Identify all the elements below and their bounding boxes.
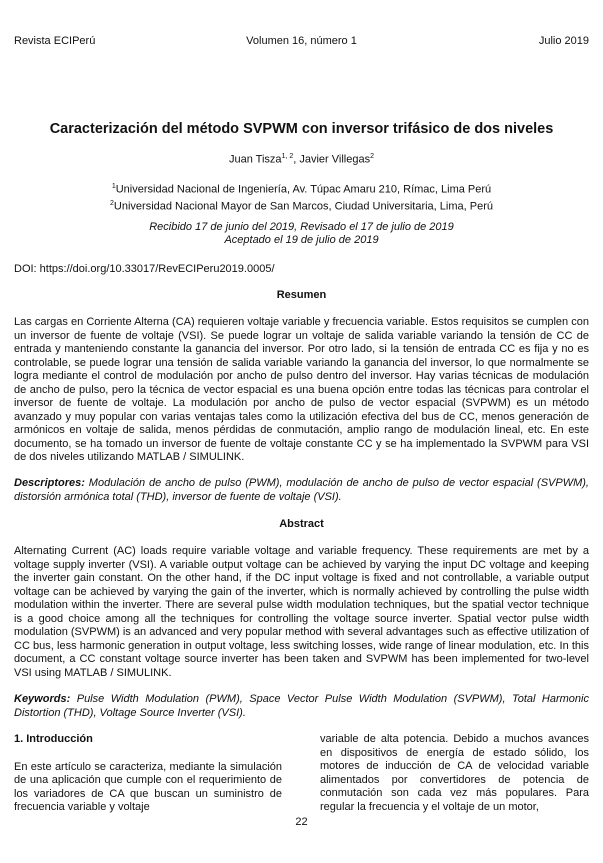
introduction-text-right: variable de alta potencia. Debido a muchos avances en dispositivos de energía de estado sólido, los motores de inducción de CA de velocidad variable alimentados por convertidores de potencia de conmutación son cada vez más populares. Para regular la frecuencia y el voltaje de un motor, [320,733,589,813]
keywords [14,693,589,720]
introduction-heading: 1. Introducción [14,733,93,745]
left-column [14,733,282,815]
paper-title: Caracterización del método SVPWM con inversor trifásico de dos niveles [49,121,554,137]
affiliation-line [0,197,603,214]
submission-dates [0,221,603,247]
volume-info: Volumen 16, número 1 [246,35,357,47]
affiliation-line [0,180,603,197]
keywords-text: Pulse Width Modulation (PWM), Space Vector Pulse Width Modulation (SVPWM), Total Harmonic Distortion (THD), Voltage Source Inverter (VSI). [14,693,589,719]
descriptores-text: Modulación de ancho de pulso (PWM), modulación de ancho de pulso de vector espacial (SVPWM), distorsión armónica total (THD), inversor de fuente de voltaje (VSI). [14,477,589,503]
descriptores [14,477,589,504]
descriptores-label: Descriptores: [14,477,85,489]
resumen-heading: Resumen [276,289,327,301]
author-separator: , [293,153,300,166]
abstract-body: Alternating Current (AC) loads require variable voltage and variable frequency. These requirements are met by a voltage supply inverter (VSI). A variable output voltage can be achieved by varying the input DC voltage and keeping the inverter gain constant. On the other hand, if the DC input voltage is fixed and not controllable, a variable output voltage can be achieved by varying the gain of the inverter, which is normally achieved by controlling the pulse width modulation within the inverter. There are several pulse width modulation techniques, but the spatial vector technique is a good choice among all the techniques for controlling the voltage source inverter. Spatial vector pulse width modulation (SVPWM) is an advanced and very popular method with several advantages such as effective utilization of CC bus, less harmonic generation in output voltage, less switching losses, wide range of linear modulation, etc. In this document, a CC constant voltage source inverter has been taken and SVPWM has been implemented for two-level VSI using MATLAB / SIMULINK. [14,545,589,679]
resumen-body: Las cargas en Corriente Alterna (CA) requieren voltaje variable y frecuencia variable. Estos requisitos se cumplen con un inversor de fuente de voltaje (VSI). Se puede lograr un voltaje de salida variable variando la tensión de CC de entrada y manteniendo constante la ganancia del inversor. Por otro lado, si la tensión de entrada CC es fija y no es controlable, se puede lograr una tensión de salida variable variando la ganancia del inversor, lo que normalmente se logra mediante el control de modulación por ancho de pulso dentro del inversor. Hay varias técnicas de modulación de ancho de pulso, pero la técnica de vector espacial es una buena opción entre todas las técnicas para controlar el inversor de fuente de voltaje. La modulación por ancho de pulso de vector espacial (SVPWM) es un método avanzado y muy popular con varias ventajas tales como la utilización efectiva del bus de CC, menos generación de armónicos en voltaje de salida, menos pérdidas de conmutación, amplio rango de modulación lineal, etc. En este documento, se ha tomado un inversor de fuente de voltaje constante CC y se ha implementado la SVPWM para VSI de dos niveles utilizando MATLAB / SIMULINK. [14,316,589,463]
affiliation-text: Universidad Nacional de Ingeniería, Av. Túpac Amaru 210, Rímac, Lima Perú [115,183,492,196]
affiliation-superscript: 1 [111,183,116,190]
author-list [0,153,603,166]
page-number: 22 [295,816,308,828]
doi-link[interactable]: DOI: https://doi.org/10.33017/RevECIPeru2019.0005/ [14,263,275,275]
received-date: Recibido 17 de junio del 2019, Revisado el 17 de julio de 2019 [149,221,454,233]
issue-date: Julio 2019 [538,35,589,47]
author-superscript: 1, 2 [281,153,294,160]
author-name: Javier Villegas [299,153,371,166]
accepted-date: Aceptado el 19 de julio de 2019 [224,234,379,246]
affiliations [0,180,603,213]
keywords-label: Keywords: [14,693,71,705]
abstract-heading: Abstract [279,518,324,530]
affiliation-text: Universidad Nacional Mayor de San Marcos, Ciudad Universitaria, Lima, Perú [113,200,493,213]
affiliation-superscript: 2 [110,199,114,207]
journal-name: Revista ECIPerú [14,35,96,47]
author-superscript: 2 [370,153,375,160]
introduction-text-left: En este artículo se caracteriza, mediante la simulación de una aplicación que cumple con el requerimiento de los variadores de CA que buscan un suministro de frecuencia variable y voltaje [14,760,282,814]
author-name: Juan Tisza [228,153,282,166]
